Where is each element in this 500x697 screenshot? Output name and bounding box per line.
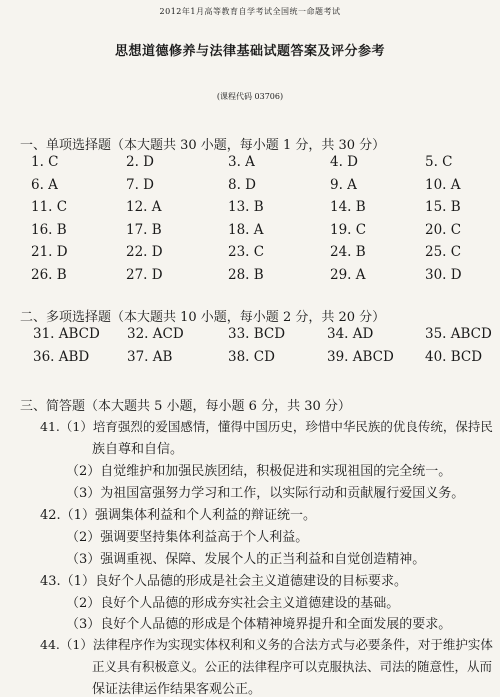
answer-cell: 25. C xyxy=(425,244,462,260)
answer-cell: 40. BCD xyxy=(425,348,483,365)
answer-cell: 18. A xyxy=(228,221,264,238)
answer-cell: 22. D xyxy=(126,244,163,260)
section2-heading: 二、多项选择题（本大题共 10 小题，每小题 2 分，共 20 分） xyxy=(20,310,386,325)
answer-line: 正义具有积极意义。公正的法律程序可以克服执法、司法的随意性，从而 xyxy=(92,659,493,674)
answer-cell: 33. BCD xyxy=(228,326,286,342)
answer-cell: 10. A xyxy=(425,176,461,193)
answer-row xyxy=(0,267,500,290)
section1-heading: 一、单项选择题（本大题共 30 小题，每小题 1 分，共 30 分） xyxy=(20,138,386,153)
course-code: (课程代码 03706) xyxy=(216,92,284,101)
answer-row xyxy=(0,222,500,245)
single-choice-answers xyxy=(0,154,500,289)
exam-title-line: 2012年1月高等教育自学考试全国统一命题考试 xyxy=(159,7,341,16)
answer-line: 41.（1）培育强烈的爱国感情，懂得中国历史，珍惜中华民族的优良传统，保持民 xyxy=(40,419,493,434)
answer-line: 族自尊和自信。 xyxy=(92,442,184,457)
answer-cell: 27. D xyxy=(126,266,163,283)
answer-cell: 1. C xyxy=(31,154,59,170)
answer-cell: 19. C xyxy=(330,221,367,238)
answer-cell: 12. A xyxy=(126,199,162,215)
answer-cell: 39. ABCD xyxy=(327,348,394,365)
answer-row xyxy=(0,154,500,177)
answer-cell: 7. D xyxy=(126,176,154,193)
answer-line: 保证法律运作结果客观公正。 xyxy=(92,682,262,697)
answer-cell: 32. ACD xyxy=(127,326,184,342)
answer-row xyxy=(0,177,500,200)
multi-choice-answers xyxy=(0,326,500,371)
answer-cell: 36. ABD xyxy=(33,348,90,365)
answer-line: （2）自觉维护和加强民族团结，积极促进和实现祖国的完全统一。 xyxy=(66,464,452,479)
answer-line: 43.（1）良好个人品德的形成是社会主义道德建设的目标要求。 xyxy=(40,574,407,589)
answer-cell: 26. B xyxy=(31,266,67,283)
answer-line: 44.（1）法律程序作为实现实体权利和义务的合法方式与必要条件，对于维护实体 xyxy=(40,637,493,652)
answer-cell: 17. B xyxy=(126,221,162,238)
answer-cell: 9. A xyxy=(330,176,357,193)
answer-line: （3）良好个人品德的形成是个体精神境界提升和全面发展的要求。 xyxy=(66,617,452,632)
answer-cell: 8. D xyxy=(228,176,256,193)
answer-line: 42.（1）强调集体利益和个人利益的辩证统一。 xyxy=(40,508,316,523)
answer-cell: 20. C xyxy=(425,221,462,238)
section3-heading: 三、简答题（本大题共 5 小题，每小题 6 分，共 30 分） xyxy=(20,399,351,414)
answer-line: （2）强调要坚持集体利益高于个人利益。 xyxy=(66,530,309,545)
answer-cell: 13. B xyxy=(228,199,264,215)
answer-cell: 6. A xyxy=(31,176,58,193)
answer-cell: 16. B xyxy=(31,221,67,238)
answer-row xyxy=(0,349,500,372)
answer-cell: 14. B xyxy=(330,199,366,215)
answer-row xyxy=(0,199,500,222)
answer-cell: 35. ABCD xyxy=(425,326,492,342)
answer-cell: 31. ABCD xyxy=(33,326,100,342)
answer-row xyxy=(0,326,500,349)
answer-line: （3）为祖国富强努力学习和工作，以实际行动和贡献履行爱国义务。 xyxy=(66,486,465,501)
answer-line: （3）强调重视、保障、发展个人的正当利益和自觉创造精神。 xyxy=(66,552,426,567)
answer-cell: 28. B xyxy=(228,266,264,283)
answer-cell: 23. C xyxy=(228,244,265,260)
answer-cell: 30. D xyxy=(425,266,462,283)
document-title: 思想道德修养与法律基础试题答案及评分参考 xyxy=(114,44,385,59)
answer-row xyxy=(0,244,500,267)
answer-cell: 11. C xyxy=(31,199,68,215)
answer-line: （2）良好个人品德的形成夯实社会主义道德建设的基础。 xyxy=(66,596,400,611)
answer-cell: 38. CD xyxy=(228,348,275,365)
answer-cell: 3. A xyxy=(228,154,255,170)
answer-cell: 15. B xyxy=(425,199,461,215)
answer-cell: 4. D xyxy=(330,154,358,170)
answer-cell: 29. A xyxy=(330,266,366,283)
answer-cell: 2. D xyxy=(126,154,154,170)
answer-cell: 37. AB xyxy=(127,348,173,365)
answer-cell: 34. AD xyxy=(327,326,374,342)
answer-cell: 5. C xyxy=(425,154,453,170)
answer-cell: 21. D xyxy=(31,244,68,260)
answer-cell: 24. B xyxy=(330,244,366,260)
